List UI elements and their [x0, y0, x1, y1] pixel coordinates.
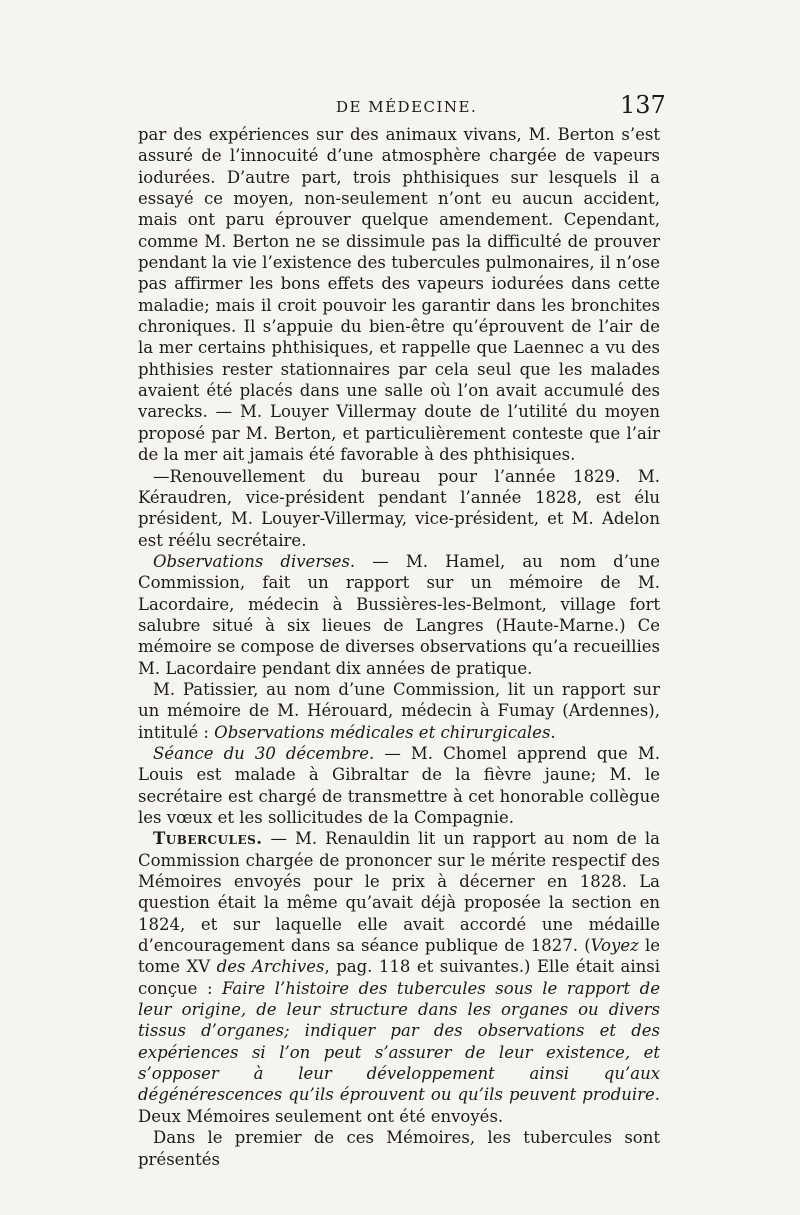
section-lead: Tubercules.	[153, 829, 263, 849]
paragraph-text: — M. Hamel, au nom d’une Commission, fait un rapport sur un mémoire de M. Lacordaire, médecin à Bussières-les-Belmont, village fort salubre situé à six lieues de Langres (Haute-Marne.) Ce mémoire se compose de diverses observations qu’a recueillies M. Lacordaire pendant dix années de pratique.	[138, 551, 660, 678]
paragraph-text: M. Patissier, au nom d’une Commission, lit un rapport sur un mémoire de M. Hérouard, médecin à Fumay (Ardennes), intitulé :	[138, 679, 660, 742]
paragraph-seance	[138, 743, 660, 828]
paragraph-tubercules	[138, 828, 660, 1127]
paragraph-observations	[138, 551, 660, 679]
paragraph-premier-memoire: Dans le premier de ces Mémoires, les tubercules sont présentés	[138, 1128, 660, 1169]
paragraph-text: le tome XV	[138, 936, 660, 977]
paragraph-bureau: —Renouvellement du bureau pour l’année 1829. M. Kéraudren, vice-président pendant l’année 1828, est élu président, M. Louyer-Villermay, vice-président, et M. Adelon est réélu secrétaire.	[138, 466, 660, 550]
memoir-title: Observations médicales et chirurgicales.	[214, 722, 556, 742]
body-text	[138, 124, 660, 1170]
prize-question: Faire l’histoire des tubercules sous le rapport de leur origine, de leur structure dans les organes ou divers tissus d’organes; indiquer par des observations et des expériences si l’on peut s’assurer de leur existence, et s’opposer à leur développement ainsi qu’aux dégénérescences qu’ils éprouvent ou qu’ils peuvent produire.	[138, 978, 660, 1105]
paragraph-patissier	[138, 679, 660, 743]
paragraph-text: Deux Mémoires seulement ont été envoyés.	[138, 1106, 504, 1126]
paragraph-berton: par des expériences sur des animaux vivans, M. Berton s’est assuré de l’innocuité d’une atmosphère chargée de vapeurs iodurées. D’autre part, trois phthisiques sur lesquels il a essayé ce moyen, non-seulement n’ont eu aucun accident, mais ont paru éprouver quelque amendement. Cependant, comme M. Berton ne se dissimule pas la difficulté de prouver pendant la vie l’existence des tubercules pulmonaires, il n’ose pas affirmer les bons effets des vapeurs iodurées dans cette maladie; mais il croit pouvoir les garantir dans les bronchites chroniques. Il s’appuie du bien-être qu’éprouvent de l’air de la mer certains phthisiques, et rappelle que Laennec a vu des phthisies rester stationnaires par cela seul que les malades avaient été placés dans une salle où l’on avait accumulé des varecks. — M. Louyer Villermay doute de l’utilité du moyen proposé par M. Berton, et particulièrement conteste que l’air de la mer ait jamais été favorable à des phthisiques.	[138, 125, 660, 465]
paragraph-text: — M. Renauldin lit un rapport au nom de la Commission chargée de prononcer sur le mérite respectif des Mémoires envoyés pour le prix à décerner en 1828. La question était la même qu’avait déjà proposée la section en 1824, et sur laquelle elle avait accordé une médaille d’encouragement dans sa séance publique de 1827. (	[138, 829, 660, 956]
archives-title: des Archives	[216, 957, 325, 977]
section-lead: Observations diverses.	[153, 551, 356, 571]
paragraph-text: , pag. 118 et suivantes.) Elle était ainsi conçue :	[138, 957, 660, 998]
running-title: DE MÉDECINE.	[336, 98, 478, 116]
paragraph-text: — M. Chomel apprend que M. Louis est malade à Gibraltar de la fièvre jaune; M. le secrétaire est chargé de transmettre à cet honorable collègue les vœux et les sollicitudes de la Compagnie.	[138, 743, 660, 827]
voyez: Voyez	[590, 936, 639, 956]
page-number: 137	[620, 91, 666, 119]
section-lead: Séance du 30 décembre.	[153, 743, 375, 763]
